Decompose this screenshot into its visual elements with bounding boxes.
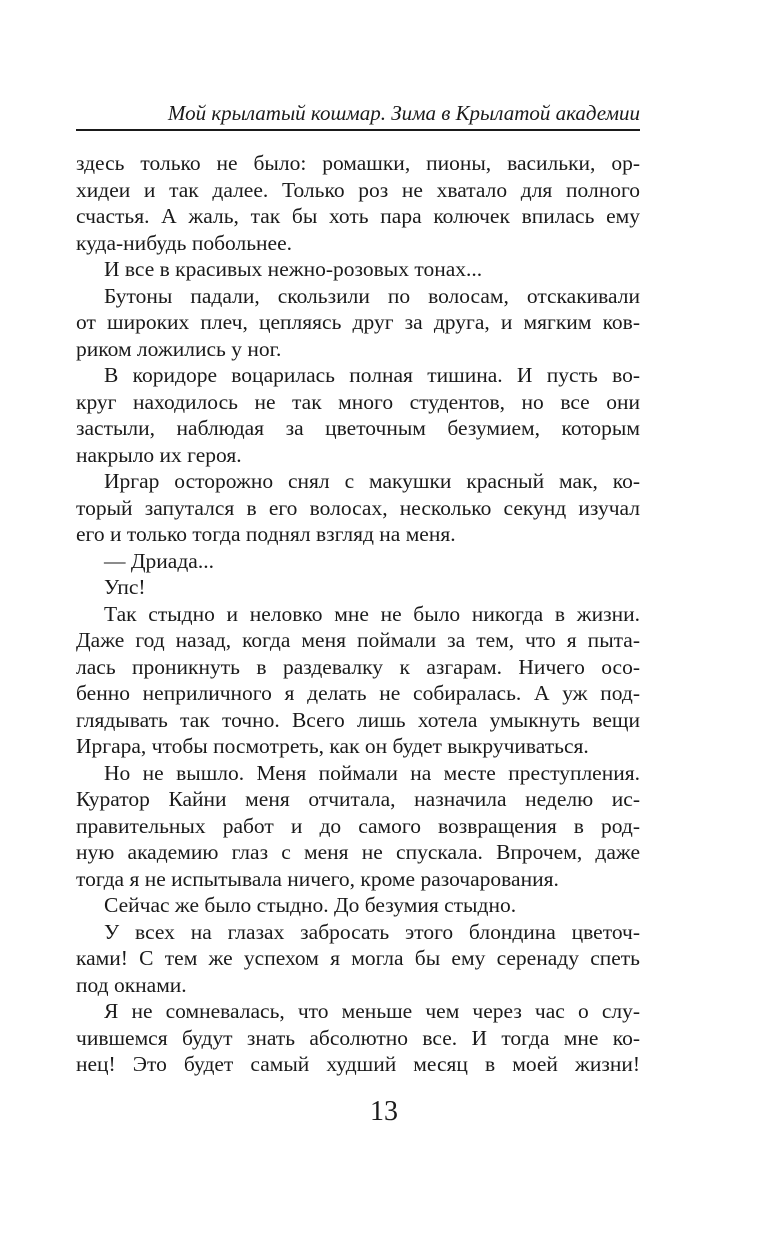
- text-line: ками! С тем же успехом я могла бы ему серенаду спеть: [76, 946, 640, 970]
- text-line: застыли, наблюдая за цветочным безумием, которым: [76, 416, 640, 440]
- text-line: Бутоны падали, скользили по волосам, отскакивали: [104, 283, 640, 308]
- text-line: Иргар осторожно снял с макушки красный мак, ко-: [104, 469, 640, 493]
- text-line: ную академию глаз с меня не спускала. Впрочем, даже: [76, 840, 640, 864]
- text-line: хидеи и так далее. Только роз не хватало для полного: [76, 177, 640, 202]
- text-line: его и только тогда поднял взгляд на меня.: [76, 522, 456, 546]
- text-line: тогда я не испытывала ничего, кроме разочарования.: [76, 866, 559, 891]
- running-title: Мой крылатый кошмар. Зима в Крылатой академии: [167, 101, 640, 125]
- text-line: глядывать так точно. Всего лишь хотела умыкнуть вещи: [76, 707, 640, 732]
- text-line: от широких плеч, цепляясь друг за друга, и мягким ков-: [76, 310, 640, 334]
- text-line: Так стыдно и неловко мне не было никогда в жизни.: [104, 601, 640, 626]
- header-rule: [76, 129, 640, 131]
- text-line: правительных работ и до самого возвращения в род-: [76, 813, 640, 838]
- text-line: Иргара, чтобы посмотреть, как он будет выкручиваться.: [76, 734, 589, 758]
- text-line: чившемся будут знать абсолютно все. И тогда мне ко-: [76, 1025, 640, 1050]
- text-line: — Дриада...: [104, 548, 214, 573]
- text-line: В коридоре воцарилась полная тишина. И пусть во-: [104, 363, 640, 387]
- text-line: под окнами.: [76, 972, 187, 997]
- text-line: лась проникнуть в раздевалку к азгарам. Ничего осо-: [76, 654, 640, 679]
- text-line: здесь только не было: ромашки, пионы, васильки, ор-: [76, 151, 640, 175]
- text-line: счастья. А жаль, так бы хоть пара колючек впилась ему: [76, 204, 640, 228]
- text-line: круг находилось не так много студентов, но все они: [76, 389, 640, 414]
- text-line: Упс!: [104, 575, 146, 599]
- text-line: Я не сомневалась, что меньше чем через час о слу-: [104, 999, 640, 1023]
- body-text: [76, 150, 640, 1078]
- text-line: Даже год назад, когда меня поймали за тем, что я пыта-: [76, 628, 640, 652]
- page-number: 13: [370, 1096, 398, 1127]
- text-line: бенно неприличного я делать не собиралась. А уж под-: [76, 681, 640, 705]
- text-line: риком ложились у ног.: [76, 336, 282, 361]
- text-line: торый запутался в его волосах, несколько секунд изучал: [76, 495, 640, 520]
- text-line: нец! Это будет самый худший месяц в моей жизни!: [76, 1052, 640, 1076]
- text-line: Но не вышло. Меня поймали на месте преступления.: [104, 760, 640, 785]
- text-line: куда-нибудь побольнее.: [76, 230, 292, 255]
- text-line: И все в красивых нежно-розовых тонах...: [104, 257, 483, 281]
- text-line: У всех на глазах забросать этого блондина цветоч-: [104, 919, 640, 944]
- text-line: накрыло их героя.: [76, 442, 242, 467]
- text-line: Куратор Кайни меня отчитала, назначила неделю ис-: [76, 787, 640, 811]
- text-line: Сейчас же было стыдно. До безумия стыдно.: [104, 893, 517, 917]
